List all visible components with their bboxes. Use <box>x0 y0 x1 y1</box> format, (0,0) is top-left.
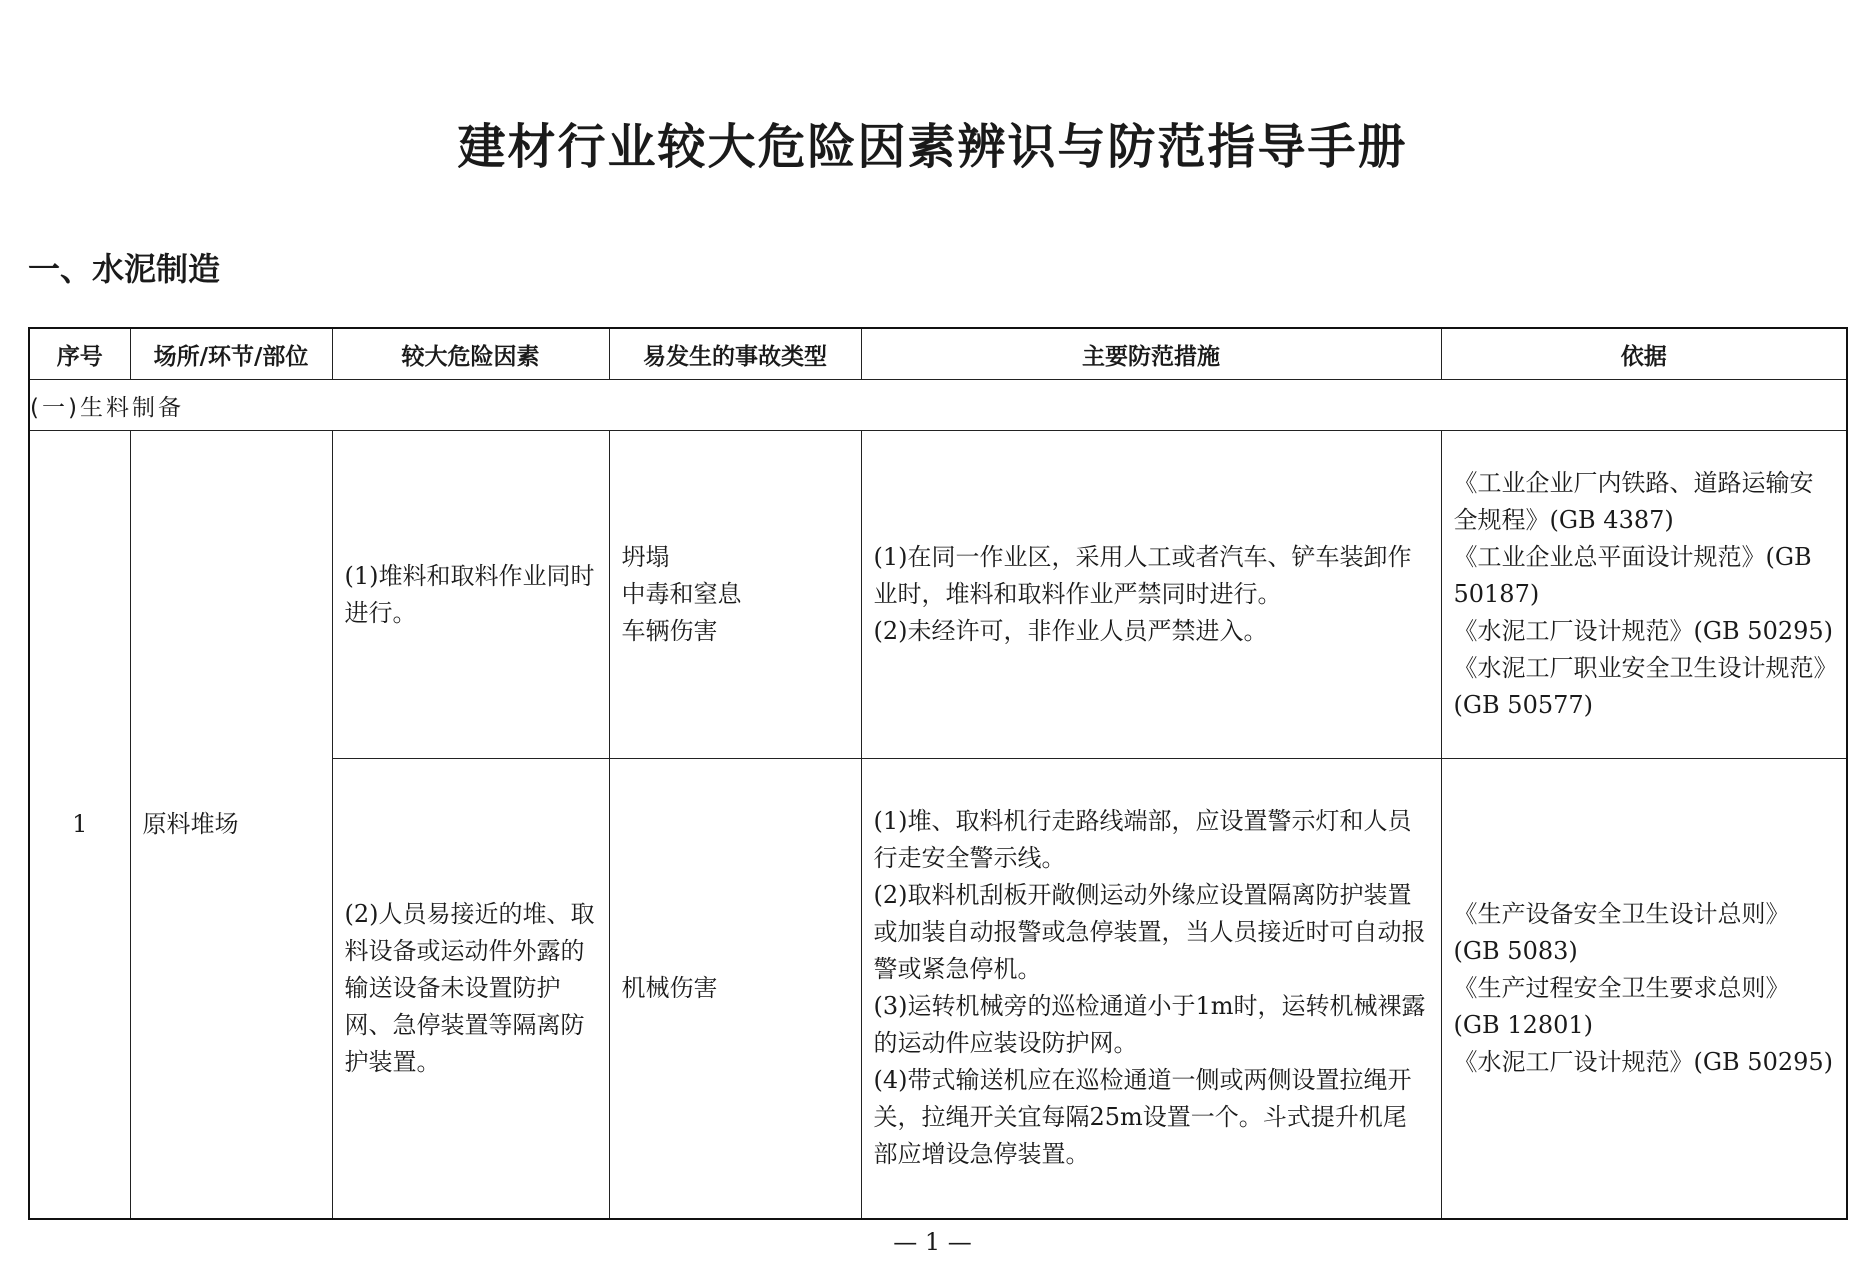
header-hazard: 较大危险因素 <box>332 328 609 380</box>
hazard-cell: (1)堆料和取料作业同时进行。 <box>332 431 609 759</box>
measure-item: (2)取料机刮板开敞侧运动外缘应设置隔离防护装置或加装自动报警或急停装置，当人员接近时可自动报警或紧急停机。 <box>873 881 1426 984</box>
basis-item: 《生产设备安全卫生设计总则》(GB 5083) <box>1453 899 1790 965</box>
measure-item: (4)带式输送机应在巡检通道一侧或两侧设置拉绳开关，拉绳开关宜每隔25m设置一个。斗式提升机尾部应增设急停装置。 <box>873 1066 1412 1169</box>
subsection-label: (一)生料制备 <box>29 380 1847 431</box>
hazard-cell: (2)人员易接近的堆、取料设备或运动件外露的输送设备未设置防护网、急停装置等隔离防护装置。 <box>332 759 609 1219</box>
basis-item: 《生产过程安全卫生要求总则》(GB 12801) <box>1453 973 1790 1039</box>
entry-location: 原料堆场 <box>130 431 332 1219</box>
measures-cell <box>861 431 1441 759</box>
measure-item: (1)在同一作业区，采用人工或者汽车、铲车装卸作业时，堆料和取料作业严禁同时进行。 <box>873 543 1412 608</box>
basis-item: 《水泥工厂设计规范》(GB 50295) <box>1453 1047 1834 1076</box>
accident-item: 机械伤害 <box>621 973 718 1002</box>
accident-cell <box>609 431 861 759</box>
header-location: 场所/环节/部位 <box>130 328 332 380</box>
basis-item: 《水泥工厂职业安全卫生设计规范》(GB 50577) <box>1453 654 1826 719</box>
header-accident-type: 易发生的事故类型 <box>609 328 861 380</box>
header-number: 序号 <box>29 328 130 380</box>
accident-item: 坍塌 <box>621 543 670 571</box>
hazard-table <box>28 327 1848 1220</box>
page-number: — 1 — <box>893 1228 972 1256</box>
header-measures: 主要防范措施 <box>861 328 1441 380</box>
accident-item: 车辆伤害 <box>621 617 718 645</box>
measure-item: (3)运转机械旁的巡检通道小于1m时，运转机械裸露的运动件应装设防护网。 <box>873 992 1426 1058</box>
basis-item: 《工业企业总平面设计规范》(GB 50187) <box>1453 543 1812 608</box>
table-row <box>29 431 1847 759</box>
entry-number: 1 <box>29 431 130 1219</box>
basis-cell <box>1441 431 1847 759</box>
basis-cell <box>1441 759 1847 1219</box>
measure-item: (2)未经许可，非作业人员严禁进入。 <box>873 617 1268 645</box>
accident-cell <box>609 759 861 1219</box>
section-heading: 一、水泥制造 <box>28 250 221 288</box>
subsection-row <box>29 380 1847 431</box>
document-title: 建材行业较大危险因素辨识与防范指导手册 <box>457 119 1408 175</box>
header-basis: 依据 <box>1441 328 1847 380</box>
accident-item: 中毒和窒息 <box>621 580 742 608</box>
table-header-row <box>29 328 1847 380</box>
measures-cell <box>861 759 1441 1219</box>
basis-item: 《水泥工厂设计规范》(GB 50295) <box>1453 617 1834 645</box>
basis-item: 《工业企业厂内铁路、道路运输安全规程》(GB 4387) <box>1453 469 1814 534</box>
measure-item: (1)堆、取料机行走路线端部，应设置警示灯和人员行走安全警示线。 <box>873 807 1412 873</box>
